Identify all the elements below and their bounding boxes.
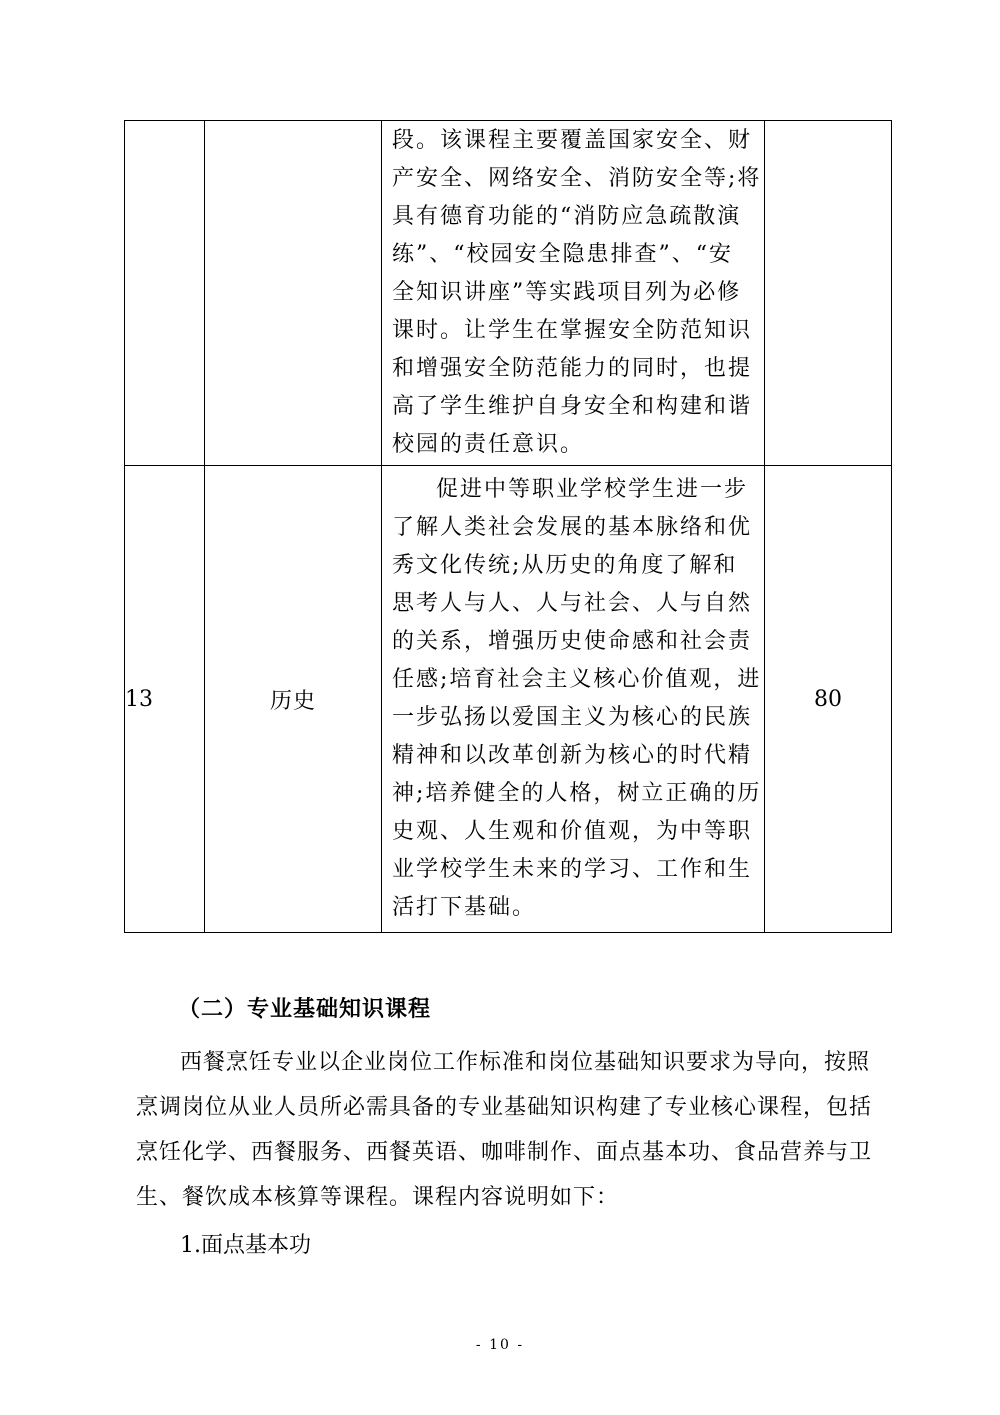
description-line: 产安全、网络安全、消防安全等;将	[392, 166, 762, 191]
description-line: 具有德育功能的“消防应急疏散演	[392, 204, 742, 229]
description-line: 课时。让学生在掌握安全防范知识	[392, 318, 753, 343]
course-name-cell	[205, 121, 382, 466]
description-line: 促进中等职业学校学生进一步	[436, 477, 749, 502]
page-number: - 10 -	[475, 1337, 525, 1353]
description-line: 一步弘扬以爱国主义为核心的民族	[392, 705, 753, 730]
description-line: 思考人与人、人与社会、人与自然	[392, 591, 753, 616]
course-hours-cell: 80	[765, 466, 892, 933]
description-line: 和增强安全防范能力的同时，也提	[392, 356, 753, 381]
description-line: 了解人类社会发展的基本脉络和优	[392, 515, 753, 540]
row-number-cell: 13	[125, 466, 205, 933]
table-row-continued	[125, 121, 892, 466]
description-line: 秀文化传统;从历史的角度了解和	[392, 553, 738, 578]
paragraph-line: 烹调岗位从业人员所必需具备的专业基础知识构建了专业核心课程，包括	[136, 1095, 873, 1120]
description-line: 的关系，增强历史使命感和社会责	[392, 629, 753, 654]
course-name-cell: 历史	[205, 466, 382, 933]
description-line: 任感;培育社会主义核心价值观，进	[392, 667, 762, 692]
description-line: 高了学生维护自身安全和构建和谐	[392, 394, 753, 419]
description-line: 活打下基础。	[392, 895, 537, 920]
subsection-item: 1.面点基本功	[180, 1233, 311, 1258]
description-line: 史观、人生观和价值观，为中等职	[392, 819, 753, 844]
description-line: 段。该课程主要覆盖国家安全、财	[392, 128, 753, 153]
description-line: 业学校学生未来的学习、工作和生	[392, 857, 753, 882]
course-hours-cell	[765, 121, 892, 466]
description-line: 精神和以改革创新为核心的时代精	[392, 743, 753, 768]
paragraph-line: 西餐烹饪专业以企业岗位工作标准和岗位基础知识要求为导向，按照	[180, 1050, 871, 1075]
description-line: 全知识讲座”等实践项目列为必修	[392, 280, 742, 305]
row-number-cell	[125, 121, 205, 466]
section-heading: （二）专业基础知识课程	[178, 996, 432, 1022]
description-line: 校园的责任意识。	[392, 432, 585, 457]
course-table	[124, 120, 892, 933]
paragraph-line: 生、餐饮成本核算等课程。课程内容说明如下：	[136, 1185, 620, 1210]
description-line: 神;培养健全的人格，树立正确的历	[392, 781, 762, 806]
course-description-cell	[382, 121, 765, 466]
course-description-cell	[382, 466, 765, 933]
section-paragraph	[136, 1040, 896, 1220]
table-row-history	[125, 466, 892, 933]
paragraph-line: 烹饪化学、西餐服务、西餐英语、咖啡制作、面点基本功、食品营养与卫	[136, 1140, 873, 1165]
description-line: 练”、“校园安全隐患排查”、“安	[392, 242, 733, 267]
